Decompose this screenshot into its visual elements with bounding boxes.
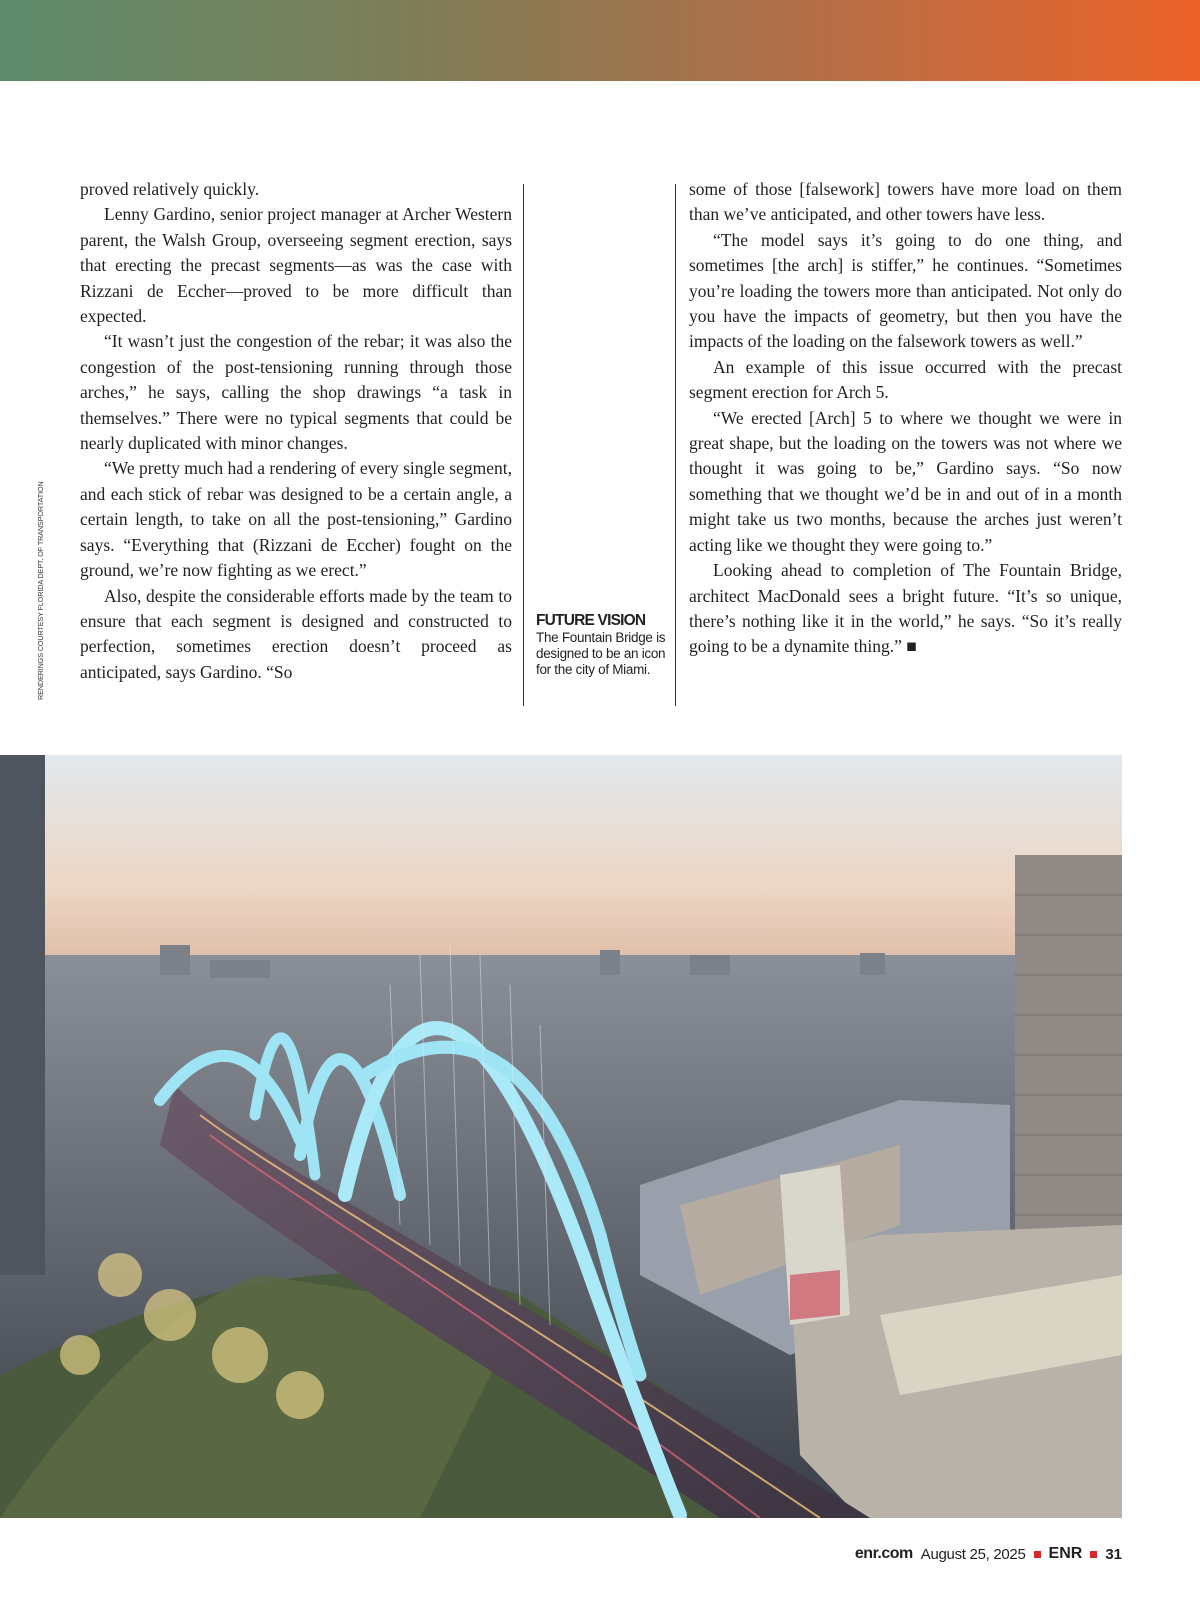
column-divider xyxy=(523,184,524,706)
paragraph: An example of this issue occurred with the precast segment erection for Arch 5. xyxy=(689,356,1122,403)
paragraph: “It wasn’t just the congestion of the rebar; it was also the congestion of the post-tensioning running through those arches,” he says, calling the shop drawings “a task in themselves.” There were no typical segments that could be nearly duplicated with minor changes. xyxy=(80,331,512,454)
article-column-left xyxy=(80,177,512,685)
paragraph: “The model says it’s going to do one thing, and sometimes [the arch] is stiffer,” he continues. “Sometimes you’re loading the towers more than anticipated. Not only do you have the impacts of geometry, but then you have the impacts of the loading on the falsework towers as well.” xyxy=(689,229,1122,352)
photo-credit: RENDERINGS COURTESY FLORIDA DEPT. OF TRANSPORTATION xyxy=(36,481,45,700)
photo-caption xyxy=(536,611,666,678)
article-column-right xyxy=(689,177,1122,660)
footer-site: enr.com xyxy=(854,1545,913,1562)
paragraph: “We erected [Arch] 5 to where we thought we were in great shape, but the loading on the towers was not where we thought it was going to be,” Gardino says. “So now something that we thought we’d be in and out of in a month might take us two months, because the arches just weren’t acting like we thought they were going to.” xyxy=(689,407,1122,555)
paragraph: “We pretty much had a rendering of every single segment, and each stick of rebar was designed to be a certain angle, a certain length, to take on all the post-tensioning,” Gardino says. “Everything that (Rizzani de Eccher) fought on the ground, we’re now fighting as we erect.” xyxy=(80,458,512,581)
footer-publication: ENR xyxy=(1048,1545,1083,1562)
paragraph: Also, despite the considerable efforts made by the team to ensure that each segment is designed and constructed to perfection, sometimes erection doesn’t proceed as anticipated, says Gardino. “So xyxy=(80,585,512,682)
square-bullet-icon xyxy=(1090,1551,1097,1558)
caption-title: FUTURE VISION xyxy=(536,612,646,629)
bridge-rendering-photo xyxy=(0,755,1122,1518)
footer-date: August 25, 2025 xyxy=(920,1545,1026,1563)
caption-text: The Fountain Bridge is designed to be an icon for the city of Miami. xyxy=(536,630,666,677)
paragraph: Looking ahead to completion of The Fountain Bridge, architect MacDonald sees a bright future. “It’s so unique, there’s nothing like it in the world,” he says. “So it’s really going to be a dynamite thing.” ■ xyxy=(689,560,1122,657)
paragraph: Lenny Gardino, senior project manager at Archer Western parent, the Walsh Group, overseeing segment erection, says that erecting the precast segments—as was the case with Rizzani de Eccher—proved to be more difficult than expected. xyxy=(80,204,512,327)
page-footer xyxy=(855,1545,1122,1563)
page-number: 31 xyxy=(1105,1545,1122,1563)
paragraph: proved relatively quickly. xyxy=(80,179,260,199)
column-divider xyxy=(675,184,676,706)
top-gradient-band xyxy=(0,0,1200,81)
square-bullet-icon xyxy=(1034,1551,1041,1558)
paragraph: some of those [falsework] towers have more load on them than we’ve anticipated, and other towers have less. xyxy=(689,179,1122,225)
